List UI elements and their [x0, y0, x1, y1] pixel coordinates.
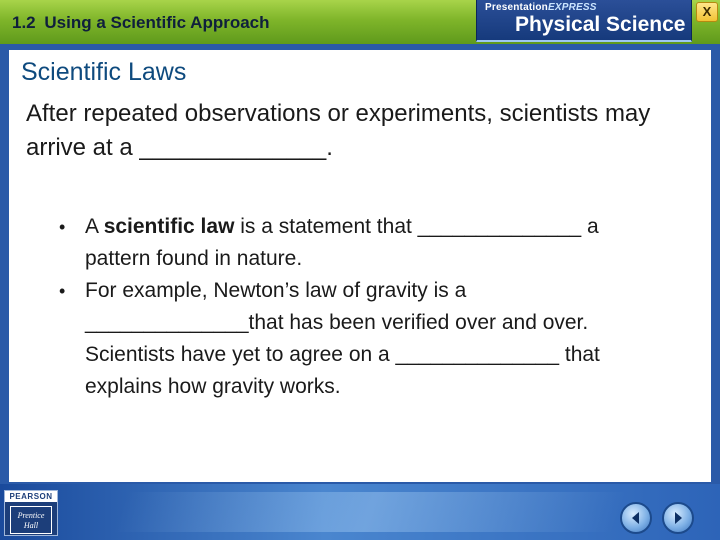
bullet-list [55, 211, 615, 403]
brand-name: Physical Science [515, 13, 686, 36]
bullet-dot-icon: • [59, 217, 66, 237]
bullet-dot-icon: • [59, 281, 66, 301]
header-bar [0, 0, 720, 44]
brand-presentation: Presentation [485, 2, 548, 13]
section-number: 1.2 [12, 13, 36, 32]
close-button[interactable]: X [696, 2, 718, 22]
intro-paragraph: After repeated observations or experiments, scientists may arrive at a ______________. [26, 100, 651, 161]
bullet-2-text: For example, Newton’s law of gravity is a ______________that has been verified over and over. Scientists have yet to agree on a ______________ that explains how gravity works. [85, 279, 600, 398]
svg-text:Hall: Hall [23, 521, 39, 530]
bullet-1-term: scientific law [103, 215, 235, 238]
slide-title: Scientific Laws [21, 58, 187, 86]
svg-text:Prentice: Prentice [17, 511, 45, 520]
bullet-item [55, 211, 615, 275]
slide-content [9, 50, 711, 482]
brand-logo [476, 0, 692, 42]
footer-decoration [113, 492, 628, 532]
prentice-hall-mark [10, 506, 52, 534]
previous-slide-button[interactable] [620, 502, 652, 534]
brand-express: EXPRESS [547, 2, 597, 13]
brand-tagline [485, 2, 597, 13]
bullet-1-pre: A [85, 215, 104, 238]
prentice-hall-icon [11, 507, 51, 533]
section-title: Using a Scientific Approach [44, 13, 270, 32]
logo-text: PEARSON [5, 491, 57, 502]
bullet-1-post: is a statement that ______________ a pattern found in nature. [85, 215, 599, 270]
section-heading [12, 13, 270, 33]
next-slide-button[interactable] [662, 502, 694, 534]
pearson-logo [4, 490, 58, 536]
footer-bar [0, 484, 720, 540]
bullet-item [55, 275, 615, 403]
